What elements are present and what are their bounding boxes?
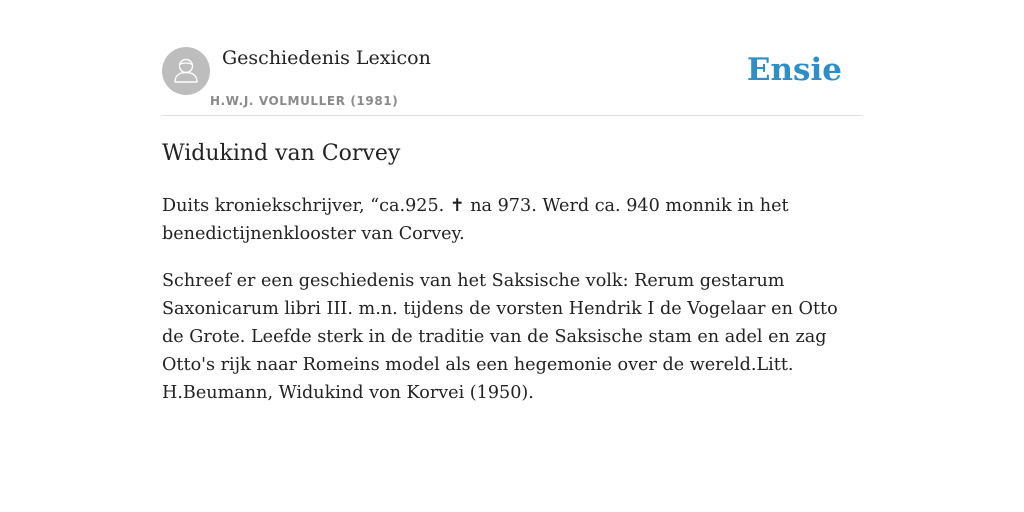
- entry-card: [162, 0, 862, 512]
- entry-paragraph-2: Schreef er een geschiedenis van het Saksische volk: Rerum gestarum Saxonicarum libri III. m.n. tijdens de vorsten Hendrik I de Vogelaar en Otto de Grote. Leefde sterk in de traditie van de Saksische stam en adel en zag Otto's rijk naar Romeins model als een hegemonie over de wereld.Litt. H.Beumann, Widukind von Korvei (1950).: [162, 271, 838, 403]
- ensie-logo[interactable]: Ensie: [746, 52, 842, 88]
- user-avatar-icon[interactable]: [162, 47, 210, 95]
- entry-title: Widukind van Corvey: [162, 141, 401, 166]
- person-icon: [162, 47, 210, 95]
- source-title[interactable]: Geschiedenis Lexicon: [222, 47, 431, 69]
- source-author[interactable]: H.W.J. VOLMULLER (1981): [210, 94, 399, 108]
- source-header: [162, 0, 862, 116]
- entry-paragraph-1: Duits kroniekschrijver, “ca.925. ✝ na 973. Werd ca. 940 monnik in het benedictijnenklooster van Corvey.: [162, 196, 789, 244]
